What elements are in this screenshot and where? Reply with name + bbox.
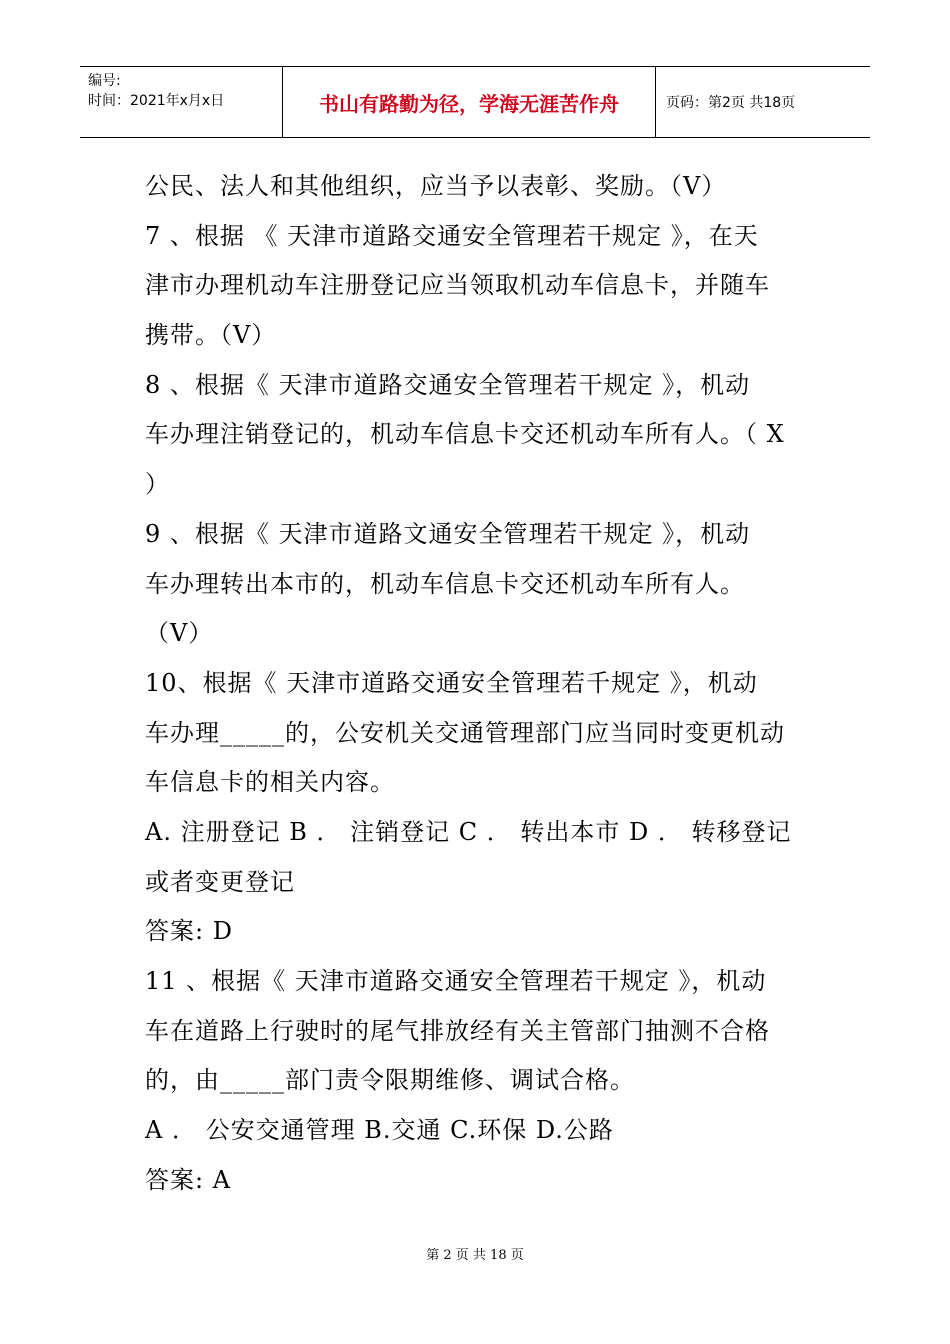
text-line: 车办理注销登记的，机动车信息卡交还机动车所有人。（ X: [145, 420, 785, 449]
page-footer: 第 2 页 共 18 页: [426, 1248, 524, 1263]
text-line: 9 、根据《 天津市道路文通安全管理若干规定 》，机动: [145, 519, 751, 548]
header-motto: 书山有路勤为径，学海无涯苦作舟: [283, 67, 656, 137]
text-line: 7 、根据 《 天津市道路交通安全管理若干规定 》，在天: [145, 221, 759, 250]
text-line: A ． 公安交通管理 B.交通 C.环保 D.公路: [145, 1116, 614, 1145]
text-line: 车办理转出本市的，机动车信息卡交还机动车所有人。: [145, 569, 745, 598]
header-page-info: 页码：第2页 共18页: [666, 95, 796, 111]
serial-label: 编号:: [88, 73, 121, 89]
text-line: ）: [145, 470, 170, 499]
text-line: 津市办理机动车注册登记应当领取机动车信息卡，并随车: [145, 271, 770, 300]
text-line: 11 、根据《 天津市道路交通安全管理若干规定 》，机动: [145, 967, 767, 995]
text-line: 或者变更登记: [145, 867, 295, 896]
text-line: 答案: A: [145, 1165, 232, 1194]
text-line: 答案: D: [145, 917, 233, 946]
text-line: 车信息卡的相关内容。: [145, 768, 395, 797]
text-line: 的，由_____部门责令限期维修、调试合格。: [145, 1066, 635, 1095]
date-line: 时间：2021年x月x日: [88, 93, 225, 109]
text-line: 8 、根据《 天津市道路交通安全管理若干规定 》，机动: [145, 370, 751, 399]
text-line: 车在道路上行驶时的尾气排放经有关主管部门抽测不合格: [145, 1016, 770, 1045]
text-line: （V）: [145, 619, 214, 648]
text-line: 10、根据《 天津市道路交通安全管理若千规定 》，机动: [145, 668, 758, 697]
text-line: 公民、法人和其他组织，应当予以表彰、奖励。（V）: [145, 172, 727, 200]
page-header: [80, 66, 870, 138]
text-line: 车办理_____的，公安机关交通管理部门应当同时变更机动: [145, 718, 785, 747]
text-line: 携带。（V）: [145, 321, 277, 350]
header-meta: [80, 67, 283, 137]
text-line: A. 注册登记 B ． 注销登记 C ． 转出本市 D ． 转移登记: [145, 817, 792, 846]
document-body: [145, 162, 815, 1205]
